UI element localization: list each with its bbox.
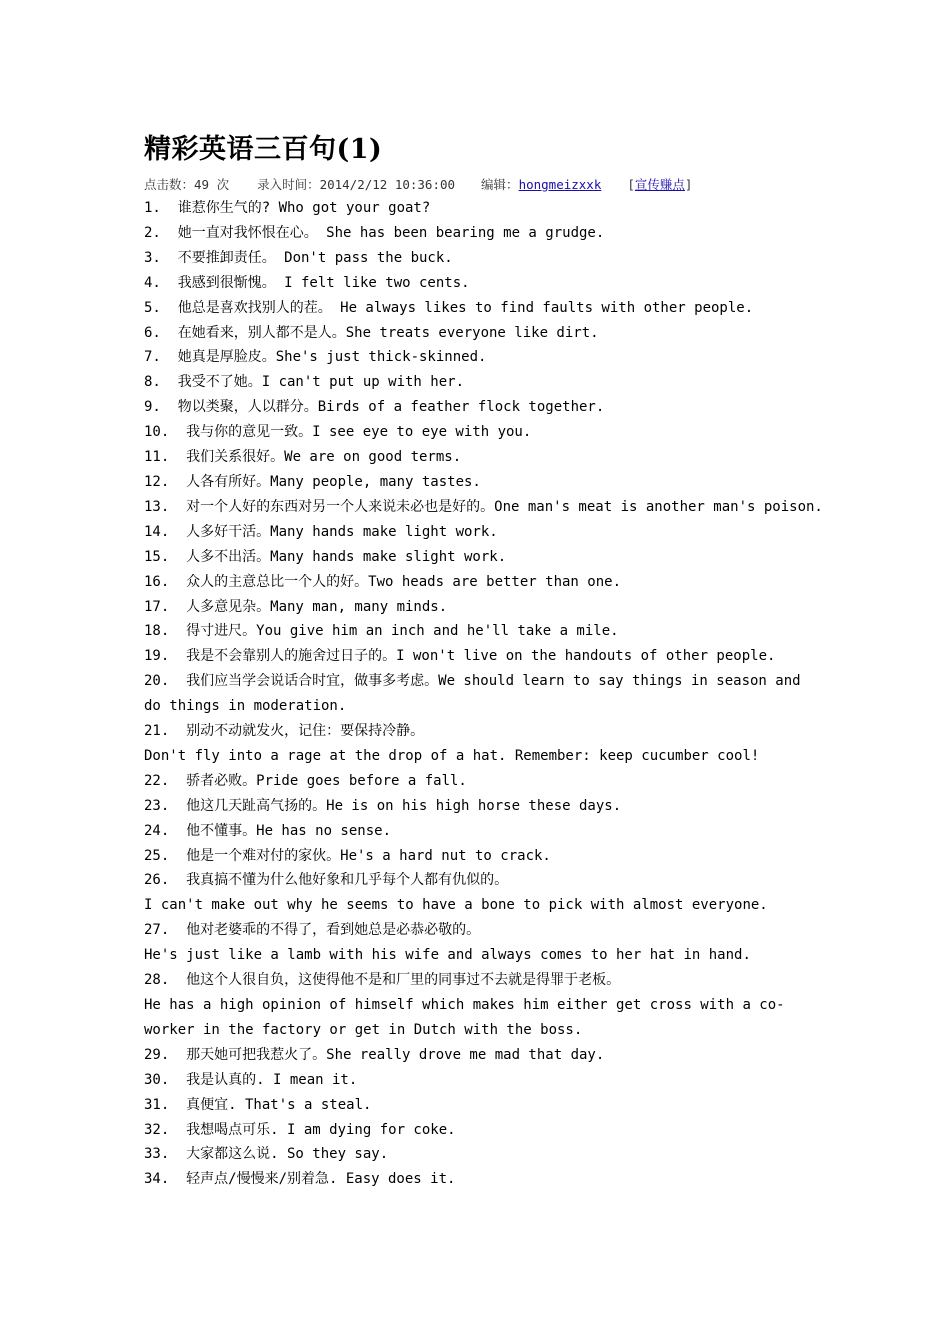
promo-bracket-close: ]: [684, 177, 693, 192]
sentence-line: 23. 他这几天趾高气扬的。He is on his high horse these days.: [144, 797, 622, 814]
sentence-line: 7. 她真是厚脸皮。She's just thick-skinned.: [144, 349, 487, 366]
sentence-line: 3. 不要推卸责任。 Don't pass the buck.: [144, 249, 453, 266]
sentence-line: 1. 谁惹你生气的? Who got your goat?: [144, 200, 431, 216]
sentence-line: 26. 我真搞不懂为什么他好象和几乎每个人都有仇似的。: [144, 872, 509, 889]
article-meta: [144, 174, 824, 196]
sentence-line: 30. 我是认真的. I mean it.: [144, 1071, 358, 1088]
sentence-line: 9. 物以类聚，人以群分。Birds of a feather flock together.: [144, 399, 605, 416]
sentence-line: 19. 我是不会靠别人的施舍过日子的。I won't live on the handouts of other people.: [144, 648, 776, 665]
document-page: [144, 130, 824, 1192]
sentence-line: 15. 人多不出活。Many hands make slight work.: [144, 548, 507, 565]
promo-bracket-open: [: [627, 177, 635, 192]
sentence-line: 32. 我想喝点可乐. I am dying for coke.: [144, 1121, 456, 1138]
sentence-line: 29. 那天她可把我惹火了。She really drove me mad that day.: [144, 1046, 605, 1063]
sentence-line: 25. 他是一个难对付的家伙。He's a hard nut to crack.: [144, 847, 551, 864]
sentence-line: 4. 我感到很惭愧。 I felt like two cents.: [144, 274, 470, 291]
sentence-line: 31. 真便宜. That's a steal.: [144, 1096, 372, 1113]
editor-link[interactable]: hongmeizxxk: [518, 177, 602, 192]
sentence-line: 24. 他不懂事。He has no sense.: [144, 822, 392, 839]
sentence-line: 6. 在她看来，别人都不是人。She treats everyone like dirt.: [144, 324, 599, 341]
sentence-line: 33. 大家都这么说. So they say.: [144, 1146, 389, 1163]
sentence-line: 28. 他这个人很自负，这使得他不是和厂里的同事过不去就是得罪于老板。: [144, 972, 621, 989]
sentence-line: 34. 轻声点/慢慢来/别着急. Easy does it.: [144, 1171, 456, 1188]
entry-time: 录入时间：2014/2/12 10:36:00: [257, 177, 456, 192]
sentence-line: Don't fly into a rage at the drop of a hat. Remember: keep cucumber cool!: [144, 747, 760, 764]
page-title: 精彩英语三百句(1): [144, 134, 383, 165]
sentence-line: 18. 得寸进尺。You give him an inch and he'll take a mile.: [144, 623, 619, 640]
sentence-line: 12. 人各有所好。Many people, many tastes.: [144, 473, 481, 490]
click-count: 点击数：49 次: [144, 177, 230, 192]
sentence-line: 16. 众人的主意总比一个人的好。Two heads are better than one.: [144, 573, 622, 590]
sentence-line: He has a high opinion of himself which makes him either get cross with a co-worker in the factory or get in Dutch with the boss.: [144, 997, 785, 1038]
sentence-line: 5. 他总是喜欢找别人的茬。 He always likes to find faults with other people.: [144, 299, 754, 316]
editor-label: 编辑：: [481, 177, 519, 192]
sentence-line: I can't make out why he seems to have a bone to pick with almost everyone.: [144, 897, 768, 914]
sentence-line: 13. 对一个人好的东西对另一个人来说未必也是好的。One man's meat is another man's poison.: [144, 498, 823, 515]
sentence-list: [144, 196, 824, 1192]
sentence-line: 21. 别动不动就发火，记住：要保持冷静。: [144, 723, 425, 740]
sentence-line: 14. 人多好干活。Many hands make light work.: [144, 523, 498, 540]
sentence-line: He's just like a lamb with his wife and always comes to her hat in hand.: [144, 947, 751, 964]
sentence-line: 27. 他对老婆乖的不得了，看到她总是必恭必敬的。: [144, 922, 481, 939]
sentence-line: 8. 我受不了她。I can't put up with her.: [144, 374, 465, 391]
sentence-line: 17. 人多意见杂。Many man, many minds.: [144, 598, 448, 615]
sentence-line: 2. 她一直对我怀恨在心。 She has been bearing me a grudge.: [144, 224, 605, 241]
sentence-line: 10. 我与你的意见一致。I see eye to eye with you.: [144, 424, 532, 441]
sentence-line: 20. 我们应当学会说话合时宜，做事多考虑。We should learn to say things in season and do things in moderation.: [144, 673, 810, 715]
sentence-line: 11. 我们关系很好。We are on good terms.: [144, 449, 462, 466]
sentence-line: 22. 骄者必败。Pride goes before a fall.: [144, 772, 467, 789]
promo-link[interactable]: 宣传赚点: [634, 177, 685, 192]
